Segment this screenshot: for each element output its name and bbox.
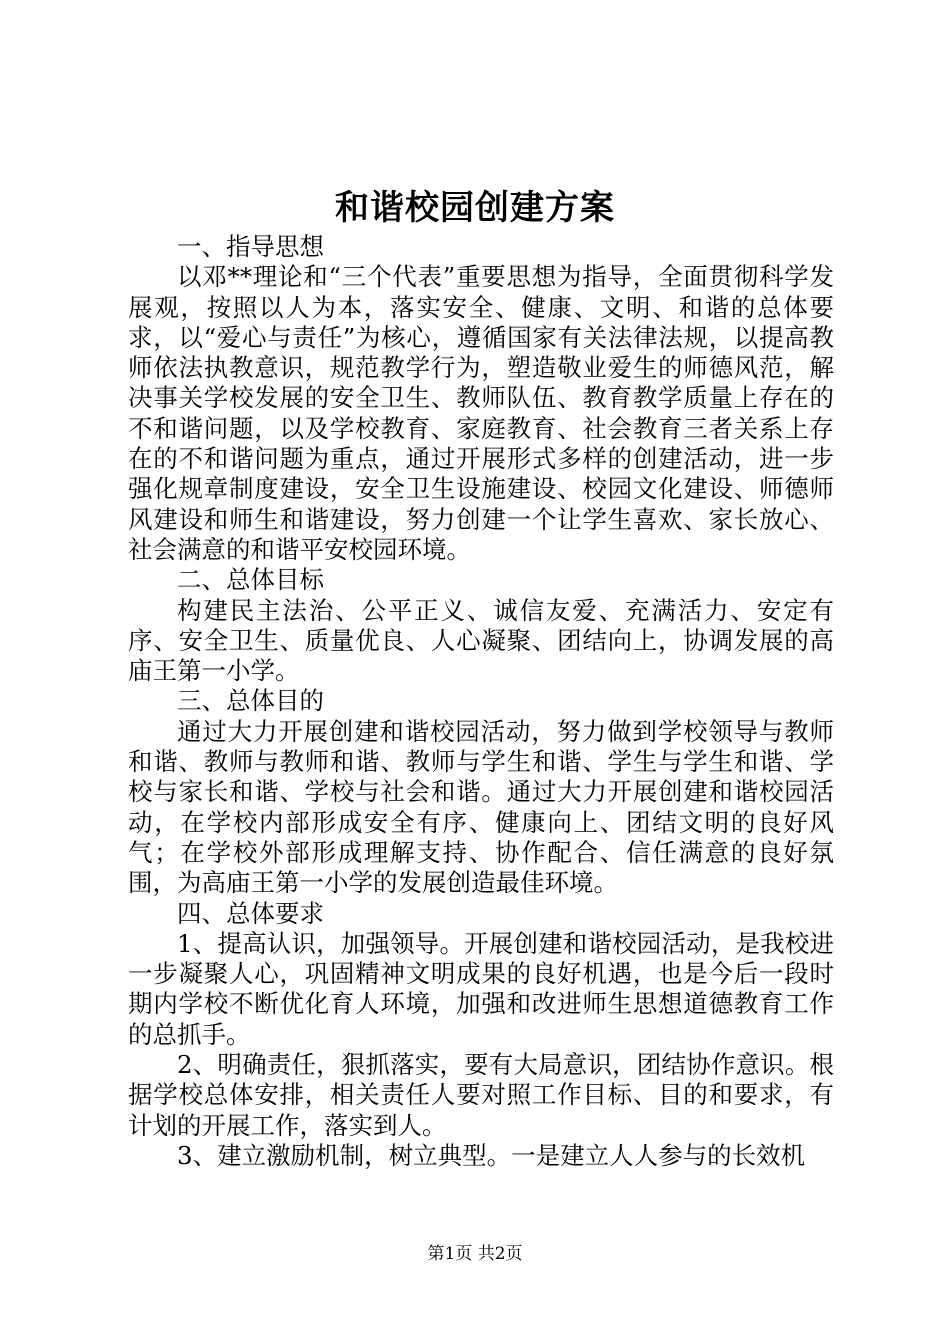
paragraph-requirement-1: 1、提高认识，加强领导。开展创建和谐校园活动，是我校进一步凝聚人心，巩固精神文明成果的良好机遇，也是今后一段时期内学校不断优化育人环境，加强和改进师生思想道德教育工作的总抓手。 [128,928,834,1049]
section-heading-overall-goal: 二、总体目标 [177,565,324,595]
paragraph-overall-purpose: 通过大力开展创建和谐校园活动，努力做到学校领导与教师和谐、教师与教师和谐、教师与学生和谐、学生与学生和谐、学校与家长和谐、学校与社会和谐。通过大力开展创建和谐校园活动，在学校内部形成安全有序、健康向上、团结文明的良好风气；在学校外部形成理解支持、协作配合、信任满意的良好氛围，为高庙王第一小学的发展创造最佳环境。 [128,716,834,898]
paragraph-overall-goal: 构建民主法治、公平正义、诚信友爱、充满活力、安定有序、安全卫生、质量优良、人心凝聚、团结向上，协调发展的高庙王第一小学。 [128,595,834,686]
section-heading-overall-requirements: 四、总体要求 [177,898,324,928]
section-heading-overall-purpose: 三、总体目的 [177,686,324,716]
section-heading-guiding-ideology: 一、指导思想 [177,232,324,261]
document-body [128,232,834,1171]
page-footer: 第1页 共2页 [427,1244,523,1264]
paragraph-guiding-ideology: 以邓**理论和“三个代表”重要思想为指导，全面贯彻科学发展观，按照以人为本，落实安全、健康、文明、和谐的总体要求，以“爱心与责任”为核心，遵循国家有关法律法规，以提高教师依法执教意识，规范教学行为，塑造敬业爱生的师德风范，解决事关学校发展的安全卫生、教师队伍、教育教学质量上存在的不和谐问题，以及学校教育、家庭教育、社会教育三者关系上存在的不和谐问题为重点，通过开展形式多样的创建活动，进一步强化规章制度建设，安全卫生设施建设、校园文化建设、师德师风建设和师生和谐建设，努力创建一个让学生喜欢、家长放心、社会满意的和谐平安校园环境。 [128,262,834,564]
paragraph-requirement-3: 3、建立激励机制，树立典型。一是建立人人参与的长效机 [177,1140,806,1170]
paragraph-requirement-2: 2、明确责任，狠抓落实，要有大局意识，团结协作意识。根据学校总体安排，相关责任人要对照工作目标、目的和要求，有计划的开展工作，落实到人。 [128,1050,834,1140]
document-title: 和谐校园创建方案 [335,188,615,228]
